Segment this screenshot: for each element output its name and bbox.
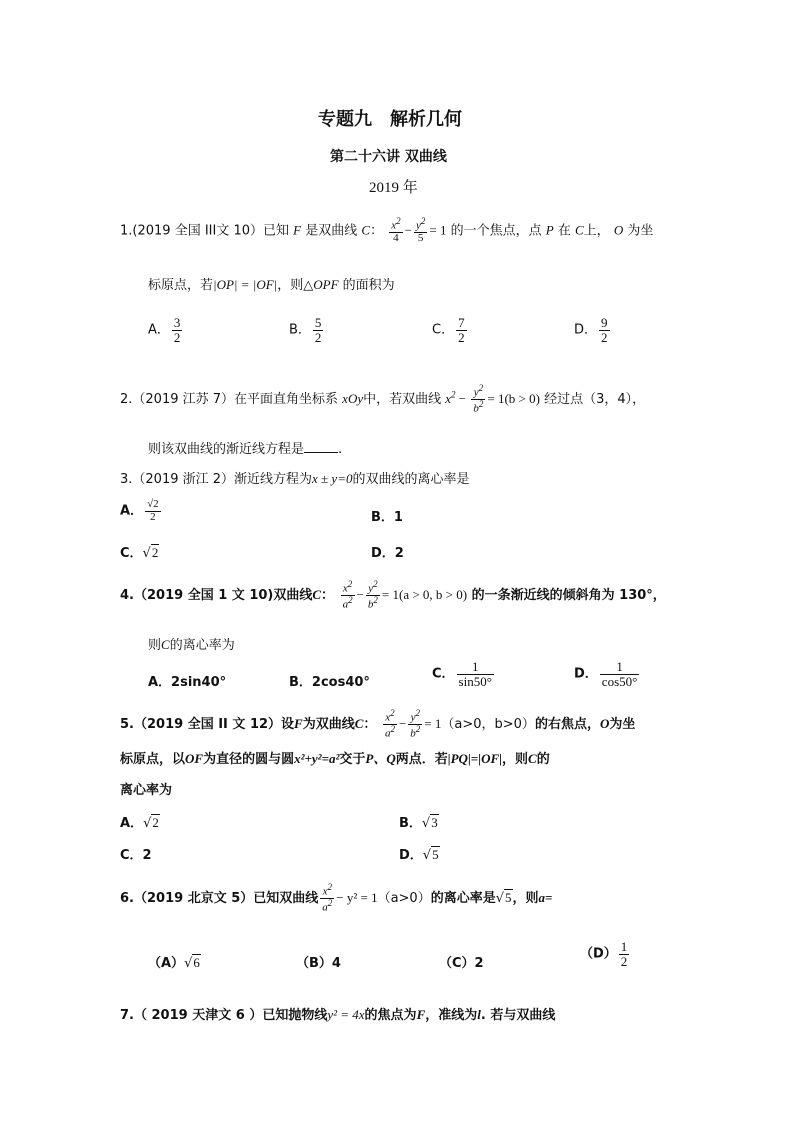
answer-blank[interactable] — [304, 440, 338, 453]
q3-option-a: A． $\frac{√2}{2}$ — [120, 498, 159, 523]
lecture-subtitle: 第二十六讲 双曲线 — [330, 149, 447, 165]
q1-option-c: C． $\frac{7}{2}$ — [432, 315, 465, 345]
q6-fraction: $\frac{x^2}{a^2}$ — [322, 882, 333, 914]
q6-option-a: （A）√6 — [148, 955, 200, 971]
question-7-line-1: 7.（ 2019 天津文 6 ）已知抛物线y² = 4x的焦点为F，准线为l. 若与双曲线 — [120, 1007, 556, 1023]
q1-option-a: A． $\frac{3}{2}$ — [148, 315, 181, 345]
q4-option-c: C． $\frac{1}{\sin 50^\circ}$ — [432, 659, 492, 689]
q5-option-b: B．√3 — [399, 815, 438, 831]
question-5-line-3: 离心率为 — [120, 783, 173, 798]
q1-option-d: D． $\frac{9}{2}$ — [574, 315, 608, 345]
question-2-line-1: 2.（2019 江苏 7）在平面直角坐标系 xOy中，若双曲线 $x^2$ − $\frac{y^2}{b^2}$ = 1(b > 0) 经过点（3，4）， — [120, 383, 646, 415]
year-heading: 2019 年 — [369, 180, 418, 196]
q5-option-a: A．√2 — [120, 815, 159, 831]
q2-fraction: $\frac{y^2}{b^2}$ — [473, 383, 484, 415]
q4-option-b: B．2cos40° — [289, 675, 370, 690]
q5-fraction-x: $\frac{x^2}{a^2}$ — [384, 708, 395, 740]
question-1-line-2: 标原点，若|OP| = |OF|，则△OPF 的面积为 — [148, 277, 395, 293]
q4-fraction-x: $\frac{x^2}{a^2}$ — [342, 579, 353, 611]
question-2-line-2: 则该双曲线的渐近线方程是 . — [148, 442, 343, 457]
q3-option-b: B．1 — [371, 510, 403, 525]
question-5-line-1: 5.（2019 全国 II 文 12）设F为双曲线C： $\frac{x^2}{a^2}$ − $\frac{y^2}{b^2}$ = 1（a>0，b>0）的右焦点，O为坐 — [120, 708, 636, 740]
question-3-line-1: 3.（2019 浙江 2）渐近线方程为x ± y=0的双曲线的离心率是 — [120, 471, 470, 487]
q1-fraction-x: $\frac{x^2}{4}$ — [391, 216, 401, 245]
question-5-line-2: 标原点，以OF为直径的圆与圆x²+y²=a²交于P、Q两点．若|PQ|=|OF|，则C的 — [120, 751, 550, 767]
q5-fraction-y: $\frac{y^2}{b^2}$ — [410, 708, 421, 740]
q4-option-a: A．2sin40° — [148, 675, 227, 690]
q6-option-b: （B）4 — [296, 956, 341, 971]
q4-option-d: D． $\frac{1}{\cos 50^\circ}$ — [574, 659, 638, 689]
q5-option-c: C．2 — [120, 848, 152, 863]
q1-fraction-y: $\frac{y^2}{5}$ — [415, 216, 426, 245]
page-title: 专题九 解析几何 — [318, 109, 462, 130]
q3-option-c: C．√2 — [120, 545, 159, 561]
question-4-line-1: 4.（2019 全国 1 文 10)双曲线C： $\frac{x^2}{a^2}$ − $\frac{y^2}{b^2}$ = 1(a > 0, b > 0) 的一条渐近线的倾斜角为 130°， — [120, 579, 666, 611]
q6-option-c: （C）2 — [439, 956, 484, 971]
question-1-line-1: 1.(2019 全国 III文 10）已知 F 是双曲线 C： $\frac{x^2}{4}$ − $\frac{y^2}{5}$ = 1 的一个焦点，点 P 在 C上， O 为坐 — [120, 216, 654, 245]
q3-option-d: D．2 — [371, 546, 404, 561]
q5-option-d: D．√5 — [399, 847, 439, 863]
q6-option-d: （D） $\frac{1}{2}$ — [580, 939, 628, 969]
q4-fraction-y: $\frac{y^2}{b^2}$ — [367, 579, 378, 611]
question-6-line-1: 6.（2019 北京文 5）已知双曲线 $\frac{x^2}{a^2}$ − y² = 1（a>0）的离心率是√5，则a= — [120, 882, 553, 914]
q1-option-b: B． $\frac{5}{2}$ — [289, 315, 322, 345]
question-4-line-2: 则C的离心率为 — [148, 637, 235, 653]
